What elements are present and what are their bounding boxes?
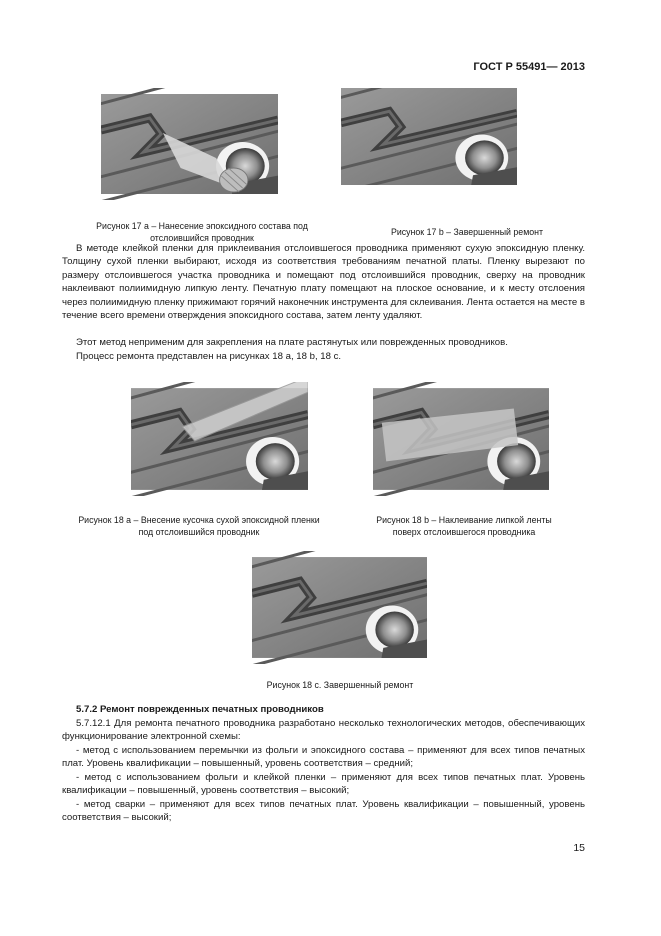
paragraph-process-reference: Процесс ремонта представлен на рисунках 18 a, 18 b, 18 c. [76,351,342,362]
figure-18c-image [252,551,427,664]
figure-18a-caption-line1: Рисунок 18 a – Внесение кусочка сухой эпоксидной пленки [78,515,320,525]
figure-17b-caption-line1: Рисунок 17 b – Завершенный ремонт [390,227,544,237]
figure-18a-caption-line2: под отслоившийся проводник [138,527,260,537]
figure-17a-caption-line2: отслоившийся проводник [150,233,254,243]
figure-18a-caption [58,514,340,538]
document-standard-header: ГОСТ Р 55491— 2013 [473,61,585,73]
list-item-foil-adhesive-film-method: - метод с использованием фольги и клейкой пленки – применяют для всех типов печатных плат. Уровень квалификации – повышенный, уровень соответствия – высокий; [62,772,585,797]
paragraph-adhesive-film-method: В методе клейкой пленки для приклеивания отслоившегося проводника применяют сухую эпоксидную пленку. Толщину сухой пленки выбирают, исходя из соответствия требованиям печатной платы. Пленку вырезают по размеру отслоившегося участка проводника и помещают под отслоившийся проводник, сверху на проводник наклеивают полиимидную липкую ленту. Печатную плату помещают на плоское основание, и к месту отслоения через полиимидную пленку прижимают горячий наконечник инструмента для склеивания. Лента остается на месте в течение всего времени отверждения эпоксидного состава, затем ленту удаляют. [62,243,585,322]
figure-17b-caption [362,226,572,238]
paragraph-repair-methods-intro: 5.7.12.1 Для ремонта печатного проводника разработано несколько технологических методов, обеспечивающих функционирование электронной схемы: [62,718,585,743]
list-item-foil-epoxy-method: - метод с использованием перемычки из фольги и эпоксидного состава – применяют для всех типов печатных плат. Уровень квалификации – повышенный, уровень соответствия – средний; [62,745,585,770]
figure-17a-caption-line1: Рисунок 17 а – Нанесение эпоксидного состава под [96,221,308,231]
figure-17a-image [101,88,278,200]
figure-18b-caption [364,514,564,538]
paragraph-method-limitation: Этот метод неприменим для закрепления на плате растянутых или поврежденных проводников. [76,337,508,348]
figure-18b-caption-line2: поверх отслоившегося проводника [392,527,536,537]
list-item-welding-method: - метод сварки – применяют для всех типов печатных плат. Уровень квалификации – повышенный, уровень соответствия – высокий; [62,799,585,824]
page-number: 15 [573,842,585,854]
figure-17b-image [341,88,517,185]
figure-18c-caption [230,679,450,691]
section-heading: 5.7.2 Ремонт поврежденных печатных проводников [76,704,324,715]
figure-17a-caption [72,220,332,244]
figure-18a-image [131,382,308,496]
figure-18c-caption-line1: Рисунок 18 с. Завершенный ремонт [266,680,414,690]
figure-18b-image [373,382,549,496]
figure-18b-caption-line1: Рисунок 18 b – Наклеивание липкой ленты [376,515,552,525]
